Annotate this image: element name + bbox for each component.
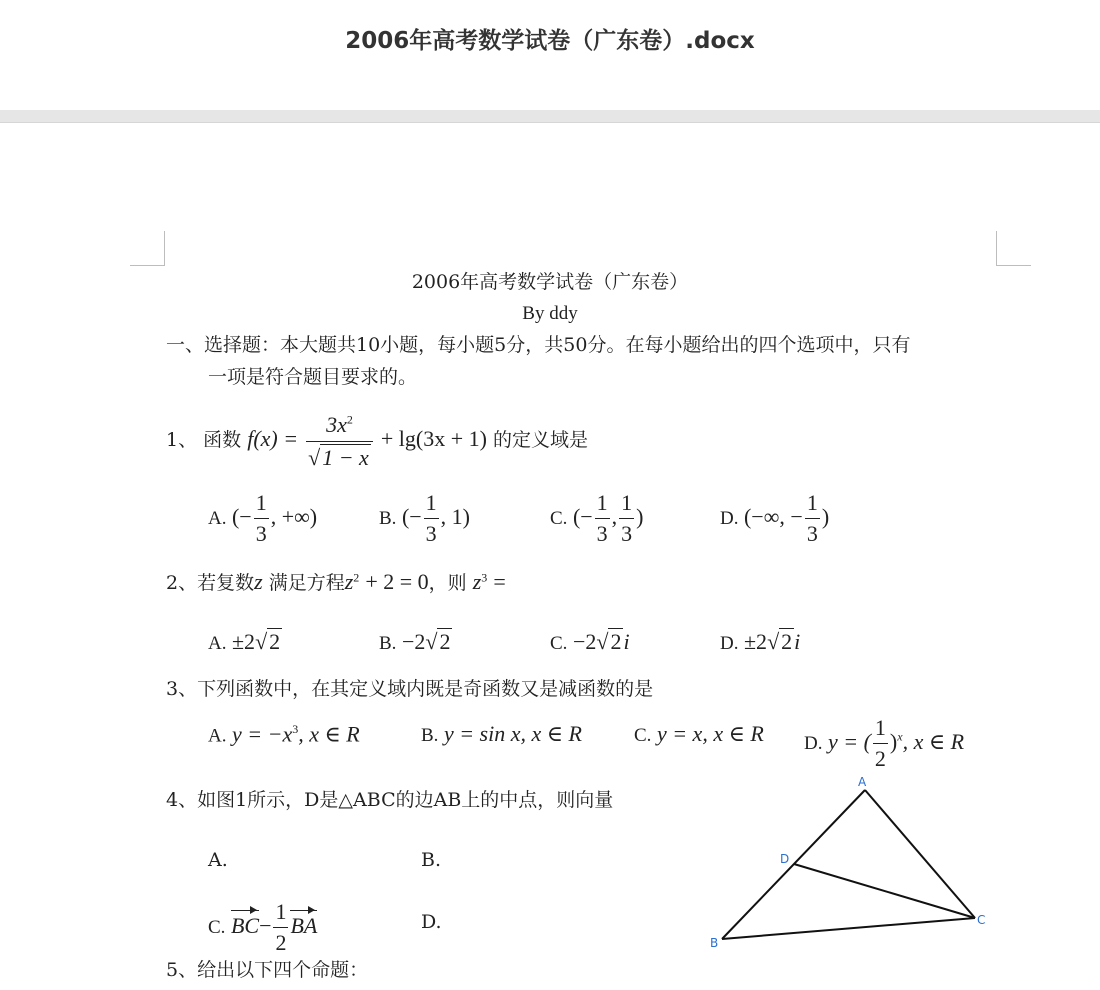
doc-author: By ddy xyxy=(522,303,578,324)
fraction: $\frac{3x^2}{√1 - x}$ xyxy=(306,411,373,471)
vertex-label-d: D xyxy=(780,852,790,866)
section-intro-line1: 一、选择题：本大题共10小题，每小题5分，共50分。在每小题给出的四个选项中，只有 xyxy=(166,334,911,356)
q3-option-c: C. y = x, x ∈ R xyxy=(634,721,764,746)
function-name: f(x) = xyxy=(247,426,299,451)
triangle-figure xyxy=(700,773,1000,953)
q3-option-a: A. $y = -x^3$, x ∈ R xyxy=(208,721,360,747)
q2-option-d: D. ±2√2i xyxy=(720,629,801,654)
margin-corner-left xyxy=(130,231,165,266)
q4-option-a: A. xyxy=(208,849,228,871)
section-intro-line2: 一项是符合题目要求的。 xyxy=(208,366,418,388)
question-3: 3、下列函数中，在其定义域内既是奇函数又是减函数的是 xyxy=(166,678,654,700)
expression-tail: + lg(3x + 1) xyxy=(380,426,487,451)
page-separator xyxy=(0,110,1100,123)
margin-corner-right xyxy=(996,231,1031,266)
q1-option-d: D. (−∞, − $\frac{1}{3}$ ) xyxy=(720,490,830,547)
q4-option-b: B. xyxy=(421,849,442,871)
question-number: 1、 xyxy=(166,429,198,451)
edge-ac xyxy=(865,790,975,918)
q1-option-a: A. (− $\frac{1}{3}$ , +∞) xyxy=(208,490,318,547)
segment-dc xyxy=(794,864,975,918)
vertex-label-b: B xyxy=(710,936,719,950)
doc-heading: 2006年高考数学试卷（广东卷） xyxy=(411,271,689,293)
q4-option-c: C. BC− $\frac{1}{2}$ BA xyxy=(208,899,318,956)
q1-option-b: B. (− $\frac{1}{3}$ , 1) xyxy=(379,490,470,547)
vertex-label-a: A xyxy=(858,775,867,789)
question-5: 5、给出以下四个命题： xyxy=(166,959,369,981)
q3-option-b: B. y = sin x, x ∈ R xyxy=(421,721,582,746)
title-bar xyxy=(0,0,1100,110)
edge-ab xyxy=(722,790,865,939)
document-title: 2006年高考数学试卷（广东卷）.docx xyxy=(345,28,755,54)
q1-option-c: C. (− $\frac{1}{3}$ , $\frac{1}{3}$ ) xyxy=(550,490,644,547)
vertex-label-c: C xyxy=(977,913,986,927)
q3-option-d: D. y = ( $\frac{1}{2}$ )$^x$, x ∈ R xyxy=(804,715,965,772)
question-4: 4、如图1所示，D是△ABC的边AB上的中点，则向量 xyxy=(166,789,614,811)
q2-option-c: C. −2√2i xyxy=(550,629,630,654)
document-page xyxy=(0,123,1100,990)
question-prefix: 函数 xyxy=(203,429,242,451)
question-1 xyxy=(166,411,588,471)
q2-option-a: A. ±2√2 xyxy=(208,629,281,654)
question-suffix: 的定义域是 xyxy=(493,429,589,451)
q2-option-b: B. −2√2 xyxy=(379,629,451,654)
q4-option-d: D. xyxy=(421,911,442,933)
edge-bc xyxy=(722,918,975,939)
question-2: 2、若复数z 满足方程$z^2 + 2 = 0$，则 $z^3$ = xyxy=(166,569,506,594)
